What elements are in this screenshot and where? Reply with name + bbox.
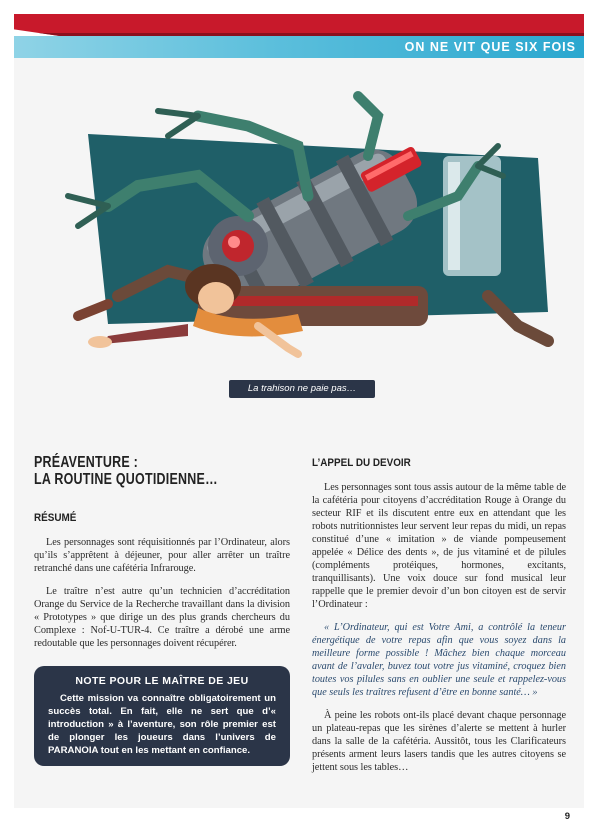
gm-note-title: NOTE POUR LE MAÎTRE DE JEU (75, 675, 249, 687)
section-title: ON NE VIT QUE SIX FOIS (404, 40, 576, 54)
chapter-title (34, 454, 291, 488)
page-number: 9 (564, 811, 570, 822)
chapter-title-line1: PRÉAVENTURE : (34, 454, 139, 471)
illustration-caption: La trahison ne paie pas… (229, 380, 375, 398)
appel-paragraph-2: À peine les robots ont-ils placé devant chaque personnage un plateau-repas que les sirènes d’alerte se mettent à hurler dans la salle de la cafétéria. Aussitôt, tous les Clarificateurs présents arment leurs lasers tandis que les autres citoyens se jettent sous les tables… (312, 710, 566, 773)
appel-heading: L’APPEL DU DEVOIR (312, 457, 411, 469)
chapter-title-line2: LA ROUTINE QUOTIDIENNE… (34, 471, 218, 488)
left-column (34, 454, 290, 650)
resume-heading: RÉSUMÉ (34, 512, 77, 524)
computer-quote: « L’Ordinateur, qui est Votre Ami, a contrôlé la teneur énergétique de votre repas afin que vous soyez dans la meilleure forme possible ! Mâchez bien chaque morceau avant de l’avaler, buvez tout votre jus vitaminé, croquez bien toutes vos pilules sans en oublier une seule et rappelez-vous que seuls les traîtres refusent d’être en bonne santé… » (312, 622, 566, 698)
resume-paragraph-2: Le traître n’est autre qu’un technicien d’accréditation Orange du Service de la Recherche travaillant dans la division « Prototypes » que dirige un des plus grands chercheurs du Complexe : Nof-U-TUR-4. Ce traître a dérobé une arme redoutable que les personnages doivent récupérer. (34, 586, 290, 649)
header-red-band (14, 14, 584, 36)
appel-paragraph-1: Les personnages sont tous assis autour de la même table de la cafétéria pour citoyens d’accréditation Rouge à Orange du secteur RIF et ils discutent entre eux en attendant que les robots nutritionnistes leur servent leur repas du midi, un repas constitué d’une « imitation » de viande pompeusement appelée « Délice des dents », de jus vitaminé et de pilules (compléments protéiques, hormones, excitants, tranquillisants). Une voix douce sur fond musical leur rappelle que le premier devoir d’un bon citoyen est de servir l’Ordinateur : (312, 482, 566, 610)
robot-illustration (48, 86, 558, 376)
gm-note-box (34, 666, 290, 766)
right-column (312, 457, 566, 774)
gm-note-text: Cette mission va connaître obligatoirement un succès total. En fait, elle ne sert que d’« introduction » à l’aventure, son rôle premier est de plonger les joueurs dans l’univers de PARANOIA tout en les mettant en confiance. (48, 693, 276, 756)
resume-paragraph-1: Les personnages sont réquisitionnés par l’Ordinateur, alors qu’ils s’apprêtent à déjeuner, pour aller arrêter un traître retranché dans une cafétéria Infrarouge. (34, 537, 290, 574)
